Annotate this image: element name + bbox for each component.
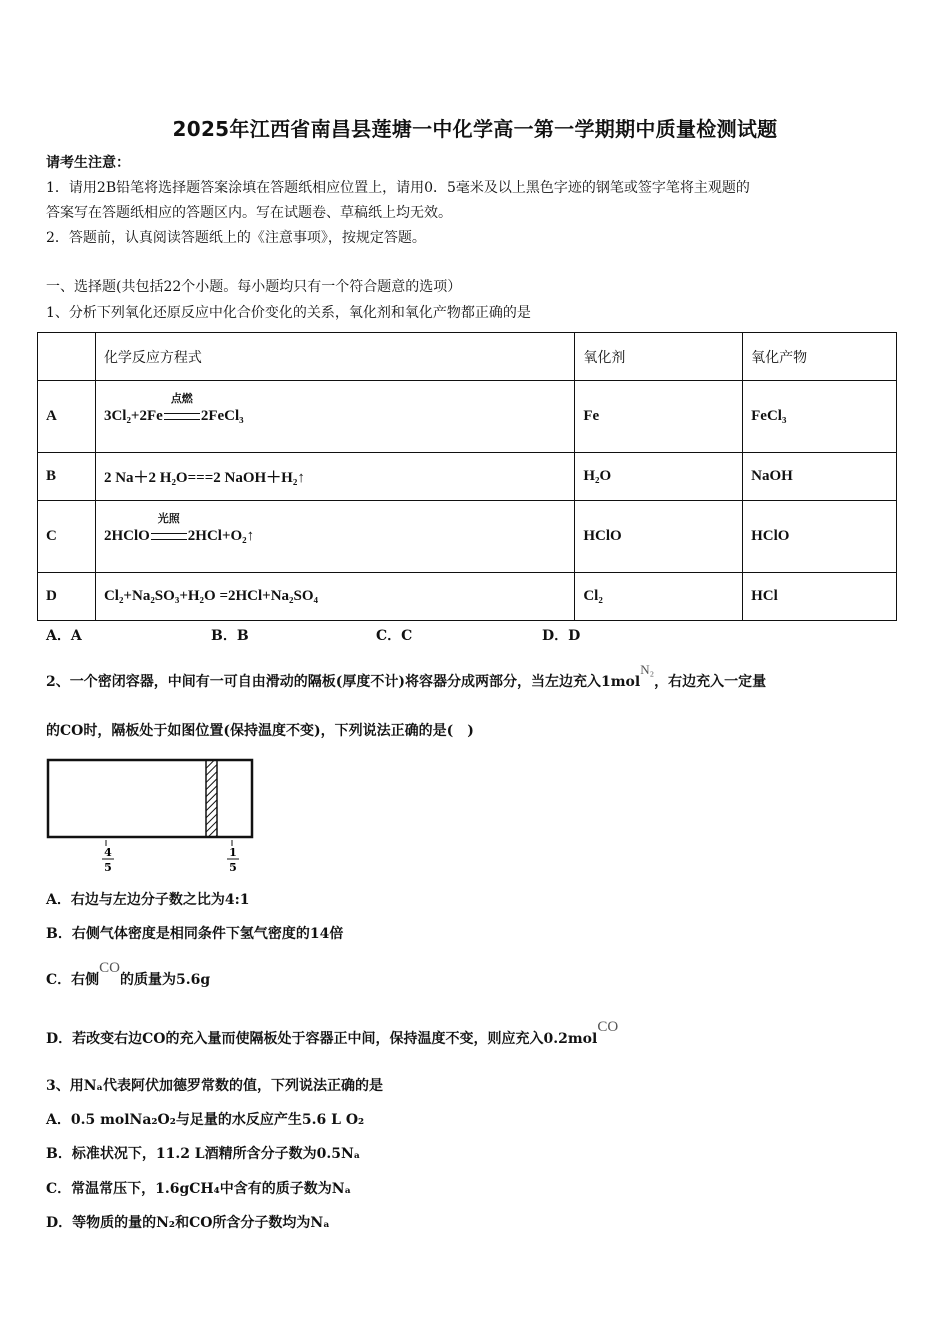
equation-left: 2HClO: [103, 528, 150, 544]
choice-d[interactable]: D．D: [542, 628, 581, 644]
question-3-option-a[interactable]: A．0.5 molNa₂O₂与足量的水反应产生5.6 L O₂: [46, 1112, 365, 1128]
question-3-option-d[interactable]: D．等物质的量的N₂和CO所含分子数均为Nₐ: [46, 1215, 330, 1231]
fraction-right-denominator: 5: [229, 861, 237, 874]
header-cell: 氧化产物: [743, 333, 897, 381]
question-2-stem-line-1: [46, 662, 767, 691]
container-box: [48, 760, 252, 837]
row-label: B: [38, 453, 96, 501]
fraction-left-denominator: 5: [104, 861, 112, 874]
oxidant-cell: Cl₂: [575, 573, 743, 621]
row-label: C: [38, 501, 96, 573]
row-label: A: [38, 381, 96, 453]
table-header-row: [38, 333, 897, 381]
option-text: 的质量为5.6g: [120, 972, 211, 988]
choice-a[interactable]: A．A: [46, 628, 82, 644]
table-row: [38, 453, 897, 501]
question-2-option-c[interactable]: [46, 960, 211, 989]
choice-c[interactable]: C．C: [376, 628, 413, 644]
n2-formula: N₂: [640, 662, 655, 677]
question-3-stem: 3、用Nₐ代表阿伏加德罗常数的值，下列说法正确的是: [46, 1078, 384, 1094]
product-cell: NaOH: [743, 453, 897, 501]
header-cell: 氧化剂: [575, 333, 743, 381]
container-diagram: [46, 758, 258, 876]
product-cell: HClO: [743, 501, 897, 573]
reaction-condition: [150, 512, 188, 545]
double-line: [164, 413, 200, 420]
equation-cell: [95, 381, 574, 453]
question-2-option-a[interactable]: A．右边与左边分子数之比为4:1: [46, 892, 250, 908]
oxidant-cell: HClO: [575, 501, 743, 573]
option-text: C．右侧: [46, 972, 100, 988]
stem-text: ，右边充入一定量: [654, 674, 767, 690]
reaction-condition: [163, 392, 201, 425]
page-title: 2025年江西省南昌县莲塘一中化学高一第一学期期中质量检测试题: [172, 117, 778, 141]
question-2-option-d[interactable]: [46, 1019, 619, 1048]
table-row: [38, 573, 897, 621]
notice-item-2: 2．答题前，认真阅读答题纸上的《注意事项》，按规定答题。: [46, 230, 426, 246]
notice-heading: 请考生注意：: [46, 155, 130, 171]
fraction-right-numerator: 1: [229, 846, 237, 859]
notice-item-1: 1．请用2B铅笔将选择题答案涂填在答题纸相应位置上，请用0．5毫米及以上黑色字迹的钢笔或签字笔将主观题的: [46, 180, 750, 196]
question-1-stem: 1、分析下列氧化还原反应中化合价变化的关系，氧化剂和氧化产物都正确的是: [46, 305, 531, 321]
equation-cell: 2 Na＋2 H₂O===2 NaOH＋H₂↑: [95, 453, 574, 501]
fraction-left-numerator: 4: [104, 846, 112, 859]
equation-right: 2FeCl₃: [200, 408, 244, 424]
question-3-option-b[interactable]: B．标准状况下，11.2 L酒精所含分子数为0.5Nₐ: [46, 1146, 361, 1162]
condition-label: 光照: [157, 512, 180, 525]
question-2-option-b[interactable]: B．右侧气体密度是相同条件下氢气密度的14倍: [46, 926, 344, 942]
header-cell: [38, 333, 96, 381]
question-2-stem-line-2: 的CO时，隔板处于如图位置(保持温度不变)，下列说法正确的是( ): [46, 723, 474, 739]
oxidant-cell: Fe: [575, 381, 743, 453]
row-label: D: [38, 573, 96, 621]
question-3-option-c[interactable]: C．常温常压下，1.6gCH₄中含有的质子数为Nₐ: [46, 1181, 352, 1197]
partition-board: [206, 760, 217, 837]
header-cell: 化学反应方程式: [95, 333, 574, 381]
question-1-table: [37, 332, 897, 621]
stem-text: 2、一个密闭容器，中间有一可自由滑动的隔板(厚度不计)将容器分成两部分，当左边充入1mol: [46, 674, 641, 690]
oxidant-cell: H₂O: [575, 453, 743, 501]
equation-left: 3Cl₂+2Fe: [103, 408, 163, 424]
co-formula: CO: [99, 960, 120, 976]
equation-cell: [95, 501, 574, 573]
section-heading: 一、选择题(共包括22个小题。每小题均只有一个符合题意的选项）: [46, 279, 462, 295]
choice-b[interactable]: B．B: [211, 628, 249, 644]
table-row: [38, 381, 897, 453]
double-line: [151, 533, 187, 540]
notice-item-1-cont: 答案写在答题纸相应的答题区内。写在试题卷、草稿纸上均无效。: [46, 205, 452, 221]
equation-cell: Cl₂+Na₂SO₃+H₂O =2HCl+Na₂SO₄: [95, 573, 574, 621]
option-text: D．若改变右边CO的充入量而使隔板处于容器正中间，保持温度不变，则应充入0.2mol: [46, 1031, 598, 1047]
co-formula: CO: [597, 1019, 619, 1035]
table-row: [38, 501, 897, 573]
equation-right: 2HCl+O₂↑: [187, 528, 255, 544]
product-cell: FeCl₃: [743, 381, 897, 453]
condition-label: 点燃: [170, 392, 193, 405]
product-cell: HCl: [743, 573, 897, 621]
